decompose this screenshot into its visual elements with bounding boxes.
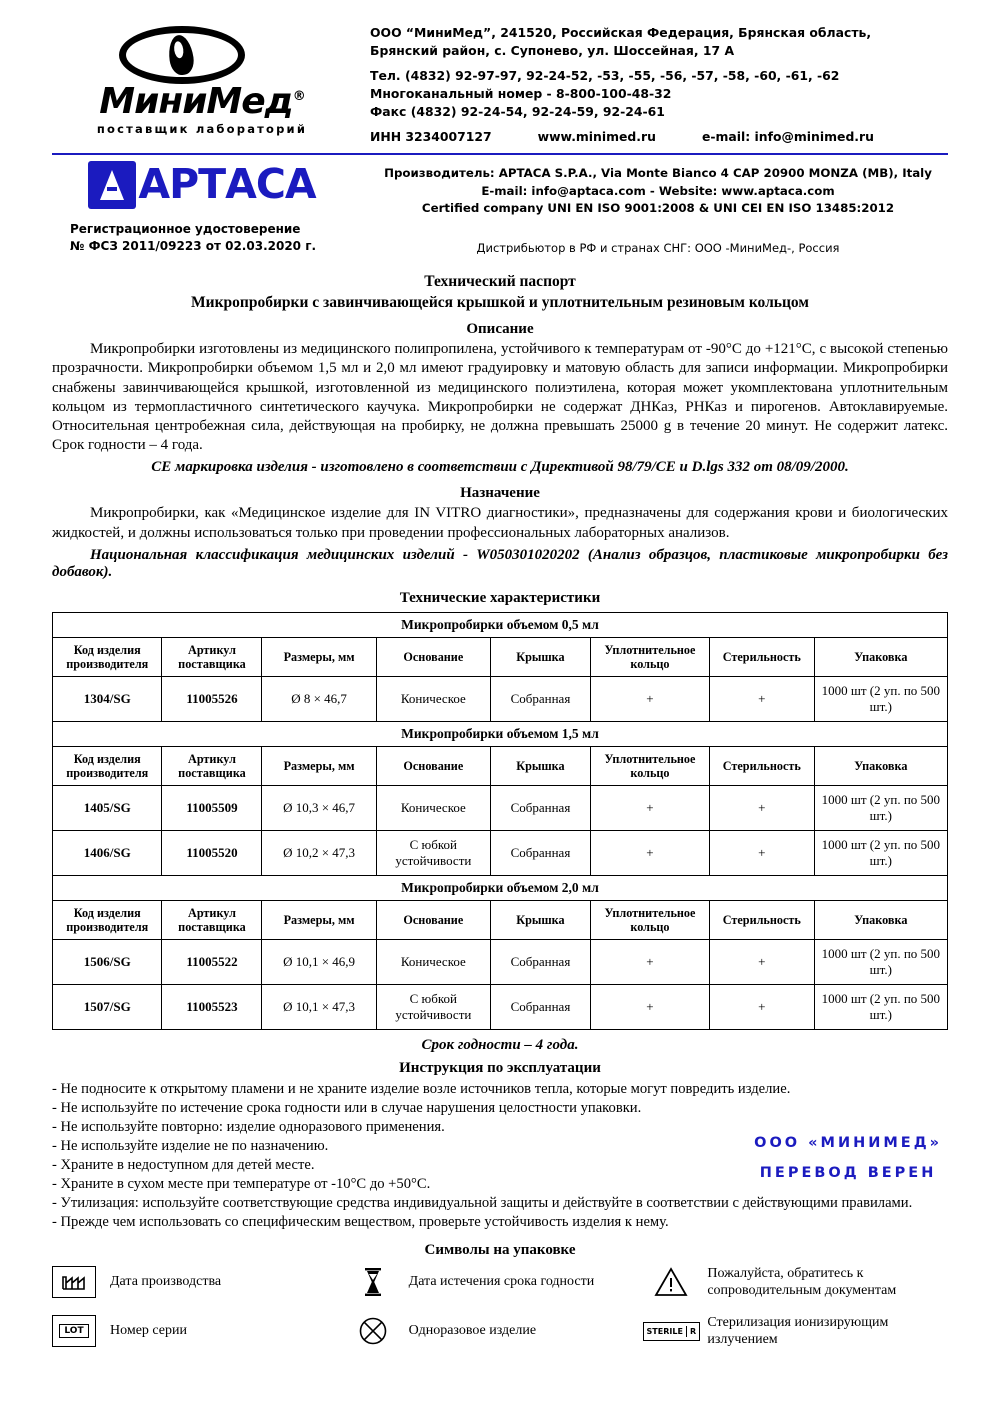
sterile-irradiation-icon: [646, 1315, 697, 1347]
cell-article: 11005509: [162, 785, 262, 830]
stamp-line-company: ООО «МИНИМЕД»: [754, 1135, 942, 1151]
table-row: [53, 939, 948, 984]
column-header-packaging: Упаковка: [814, 900, 947, 939]
manufacturer-details: [368, 161, 948, 257]
cell-code: 1506/SG: [53, 939, 162, 984]
cell-article: 11005520: [162, 830, 262, 875]
specifications-table: [52, 612, 948, 1030]
column-header-base: Основание: [376, 637, 490, 676]
header-divider: [52, 153, 948, 155]
aptaca-logo-icon: [52, 161, 352, 209]
cell-code: 1405/SG: [53, 785, 162, 830]
single-use-icon: [351, 1315, 395, 1347]
symbol-consult-documents: [649, 1265, 948, 1300]
table-row: [53, 830, 948, 875]
section-heading-symbols: Символы на упаковке: [424, 1241, 576, 1258]
cell-ring: +: [590, 984, 709, 1029]
cell-article: 11005523: [162, 984, 262, 1029]
supplier-fax: Факс (4832) 92-24-54, 92-24-59, 92-24-61: [370, 103, 665, 119]
section-heading-instructions: Инструкция по эксплуатации: [399, 1059, 601, 1076]
column-header-ring: Уплотнительное кольцо: [590, 746, 709, 785]
cell-packaging: 1000 шт (2 уп. по 500 шт.): [814, 785, 947, 830]
list-item: - Не используйте по истечение срока годности или в случае нарушения целостности упаковки.: [52, 1099, 642, 1116]
symbol-label: Номер серии: [110, 1323, 187, 1339]
cell-ring: +: [590, 676, 709, 721]
symbol-lot-number: [52, 1314, 351, 1349]
column-header-code: Код изделия производителя: [53, 637, 162, 676]
cell-base: С юбкой устойчивости: [376, 830, 490, 875]
expiry-date-icon: [351, 1266, 395, 1298]
cell-sterility: +: [709, 830, 814, 875]
supplier-contacts: [370, 22, 948, 146]
cell-sterility: +: [709, 676, 814, 721]
table-row: [53, 676, 948, 721]
list-item: - Не используйте изделие не по назначению.: [52, 1137, 329, 1154]
column-header-sterility: Стерильность: [709, 900, 814, 939]
cell-code: 1406/SG: [53, 830, 162, 875]
minimed-flame-logo-icon: [77, 26, 327, 88]
column-header-ring: Уплотнительное кольцо: [590, 637, 709, 676]
registered-mark: ®: [292, 89, 305, 104]
registration-label: Регистрационное удостоверение: [70, 221, 301, 236]
page-title: Технический паспорт: [424, 273, 576, 291]
list-item: - Не подносите к открытому пламени и не храните изделие возле источников тепла, которые могут повредить изделие.: [52, 1080, 791, 1097]
group-title: Микропробирки объемом 0,5 мл: [53, 612, 948, 637]
symbol-label: Стерилизация ионизирующим излучением: [707, 1314, 889, 1348]
sterile-icon-divider: [686, 1326, 687, 1337]
consult-documents-icon: [649, 1266, 693, 1298]
supplier-inn: ИНН 3234007127: [370, 128, 492, 144]
sterile-icon-text: STERILE: [646, 1326, 683, 1336]
cell-packaging: 1000 шт (2 уп. по 500 шт.): [814, 939, 947, 984]
sterile-icon-box: [643, 1322, 701, 1341]
group-title: Микропробирки объемом 1,5 мл: [53, 721, 948, 746]
symbol-sterile-irradiation: [646, 1314, 948, 1349]
table-group-header: [53, 612, 948, 637]
symbol-single-use: [351, 1314, 650, 1349]
description-paragraph: Микропробирки изготовлены из медицинского полипропилена, устойчивого к температурам от -90°С до +121°С, с высокой степенью прозрачности. Микропробирки объемом 1,5 мл и 2,0 мл имеют градуировку и матовую область для записи информации. Микропробирки снабжены завинчивающейся крышкой, изготовленной из медицинского полиэтилена, которая может укомплектована уплотнительным кольцом из термопластичного синтетического каучука. Микропробирки не содержат ДНКаз, РНКаз и пирогенов. Автоклавируемые. Относительная центробежная сила, действующая на пробирку, не должна превышать 25000 g в течение 20 минут. Не содержит латекс. Срок годности – 4 года.: [52, 341, 948, 454]
column-header-article: Артикул поставщика: [162, 900, 262, 939]
page-subtitle: Микропробирки с завинчивающейся крышкой и уплотнительным резиновым кольцом: [191, 294, 809, 312]
purpose-paragraph: Микропробирки, как «Медицинское изделие для IN VITRO диагностики», предназначены для содержания крови и биологических жидкостей, и должны использоваться только при проведении профессиональных лабораторных анализов.: [52, 505, 948, 541]
table-row: [53, 785, 948, 830]
table-header-row: [53, 900, 948, 939]
cell-size: Ø 10,2 × 47,3: [262, 830, 376, 875]
cell-packaging: 1000 шт (2 уп. по 500 шт.): [814, 830, 947, 875]
column-header-code: Код изделия производителя: [53, 746, 162, 785]
lot-icon-text: LOT: [59, 1324, 88, 1338]
lot-number-icon: [52, 1315, 96, 1347]
cell-code: 1507/SG: [53, 984, 162, 1029]
cell-size: Ø 10,3 × 46,7: [262, 785, 376, 830]
column-header-cap: Крышка: [490, 900, 590, 939]
cell-ring: +: [590, 939, 709, 984]
cell-code: 1304/SG: [53, 676, 162, 721]
section-heading-specifications: Технические характеристики: [399, 589, 601, 606]
cell-base: Коническое: [376, 939, 490, 984]
minimed-wordmark: [99, 81, 305, 122]
cell-base: С юбкой устойчивости: [376, 984, 490, 1029]
cell-packaging: 1000 шт (2 уп. по 500 шт.): [814, 984, 947, 1029]
manufacturer-contacts: E-mail: info@aptaca.com - Website: www.aptaca.com: [481, 183, 835, 198]
column-header-base: Основание: [376, 900, 490, 939]
registration-certificate: [52, 221, 352, 255]
section-heading-purpose: Назначение: [460, 485, 540, 502]
column-header-sterility: Стерильность: [709, 637, 814, 676]
column-header-cap: Крышка: [490, 637, 590, 676]
minimed-tagline: поставщик лабораторий: [96, 122, 308, 136]
cell-size: Ø 8 × 46,7: [262, 676, 376, 721]
symbol-expiry-date: [351, 1265, 650, 1300]
warning-triangle-glyph: [654, 1267, 688, 1297]
symbol-label: Дата истечения срока годности: [408, 1274, 595, 1290]
classification-paragraph: Национальная классификация медицинских изделий - W050301020202 (Анализ образцов, пластиковые микропробирки без добавок).: [52, 546, 948, 580]
symbol-label: Дата производства: [110, 1274, 222, 1290]
group-title: Микропробирки объемом 2,0 мл: [53, 875, 948, 900]
cell-ring: +: [590, 830, 709, 875]
cell-cap: Собранная: [490, 984, 590, 1029]
list-item: - Утилизация: используйте соответствующие средства индивидуальной защиты и действуйте в соответствии с действующими правилами.: [52, 1194, 913, 1211]
cell-cap: Собранная: [490, 939, 590, 984]
list-item: - Не используйте повторно: изделие одноразового применения.: [52, 1118, 445, 1135]
aptaca-wordmark: АРТАСА: [138, 160, 316, 209]
column-header-size: Размеры, мм: [262, 637, 376, 676]
column-header-sterility: Стерильность: [709, 746, 814, 785]
table-header-row: [53, 637, 948, 676]
manufacture-date-icon: [52, 1266, 96, 1298]
cell-cap: Собранная: [490, 830, 590, 875]
cell-article: 11005522: [162, 939, 262, 984]
manufacturer-header: [52, 161, 948, 257]
symbol-label: Одноразовое изделие: [408, 1323, 537, 1339]
cell-size: Ø 10,1 × 46,9: [262, 939, 376, 984]
column-header-cap: Крышка: [490, 746, 590, 785]
column-header-article: Артикул поставщика: [162, 746, 262, 785]
list-item: - Храните в сухом месте при температуре от -10°С до +50°С.: [52, 1175, 431, 1192]
cell-size: Ø 10,1 × 47,3: [262, 984, 376, 1029]
translation-certification-stamp: [754, 1128, 942, 1189]
table-group-header: [53, 875, 948, 900]
distributor-line: Дистрибьютор в РФ и странах СНГ: ООО -МиниМед-, Россия: [476, 240, 840, 255]
cell-base: Коническое: [376, 676, 490, 721]
cell-packaging: 1000 шт (2 уп. по 500 шт.): [814, 676, 947, 721]
column-header-base: Основание: [376, 746, 490, 785]
column-header-article: Артикул поставщика: [162, 637, 262, 676]
supplier-website: www.minimed.ru: [537, 128, 656, 144]
letterhead-header: [52, 22, 948, 146]
table-header-row: [53, 746, 948, 785]
manufacturer-line: Производитель: APTACA S.P.A., Via Monte Bianco 4 CAP 20900 MONZA (MB), Italy: [384, 165, 932, 180]
list-item: - Прежде чем использовать со специфическим веществом, проверьте устойчивость изделия к нему.: [52, 1213, 669, 1230]
supplier-multichannel: Многоканальный номер - 8-800-100-48-32: [370, 85, 672, 101]
supplier-address-line-1: ООО “МиниМед”, 241520, Российская Федерация, Брянская область,: [370, 25, 872, 40]
aptaca-logo-block: [52, 161, 352, 255]
factory-glyph: [61, 1273, 87, 1291]
registration-number: № ФСЗ 2011/09223 от 02.03.2020 г.: [70, 238, 317, 253]
cell-article: 11005526: [162, 676, 262, 721]
supplier-phone: Тел. (4832) 92-97-97, 92-24-52, -53, -55, -56, -57, -58, -60, -61, -62: [370, 67, 840, 83]
ce-marking-note: CE маркировка изделия - изготовлено в соответствии с Директивой 98/79/СЕ и D.lgs 332 от 08/09/2000.: [151, 459, 849, 476]
column-header-size: Размеры, мм: [262, 900, 376, 939]
section-heading-description: Описание: [466, 321, 534, 338]
cell-sterility: +: [709, 785, 814, 830]
table-group-header: [53, 721, 948, 746]
column-header-packaging: Упаковка: [814, 637, 947, 676]
sterile-icon-text-2: R: [689, 1326, 697, 1336]
cell-sterility: +: [709, 984, 814, 1029]
minimed-logo-block: [52, 22, 352, 136]
column-header-packaging: Упаковка: [814, 746, 947, 785]
symbol-label: Пожалуйста, обратитесь к сопроводительным документам: [707, 1265, 897, 1299]
manufacturer-certification: Certified company UNI EN ISO 9001:2008 & UNI CEI EN ISO 13485:2012: [421, 201, 895, 216]
table-row: [53, 984, 948, 1029]
cell-cap: Собранная: [490, 676, 590, 721]
supplier-address-line-2: Брянский район, с. Супонево, ул. Шоссейная, 17 А: [370, 42, 735, 58]
stamp-line-certified: ПЕРЕВОД ВЕРЕН: [759, 1165, 937, 1182]
minimed-wordmark-text: МиниМед: [99, 81, 293, 122]
symbol-manufacture-date: [52, 1265, 351, 1300]
column-header-code: Код изделия производителя: [53, 900, 162, 939]
do-not-reuse-glyph: [358, 1316, 388, 1346]
column-header-size: Размеры, мм: [262, 746, 376, 785]
cell-ring: +: [590, 785, 709, 830]
symbols-grid: [52, 1265, 948, 1349]
supplier-email: e-mail: info@minimed.ru: [701, 128, 874, 144]
list-item: - Храните в недоступном для детей месте.: [52, 1156, 315, 1173]
shelf-life-note: Срок годности – 4 года.: [421, 1036, 579, 1053]
cell-base: Коническое: [376, 785, 490, 830]
column-header-ring: Уплотнительное кольцо: [590, 900, 709, 939]
hourglass-glyph: [362, 1267, 384, 1297]
cell-cap: Собранная: [490, 785, 590, 830]
cell-sterility: +: [709, 939, 814, 984]
